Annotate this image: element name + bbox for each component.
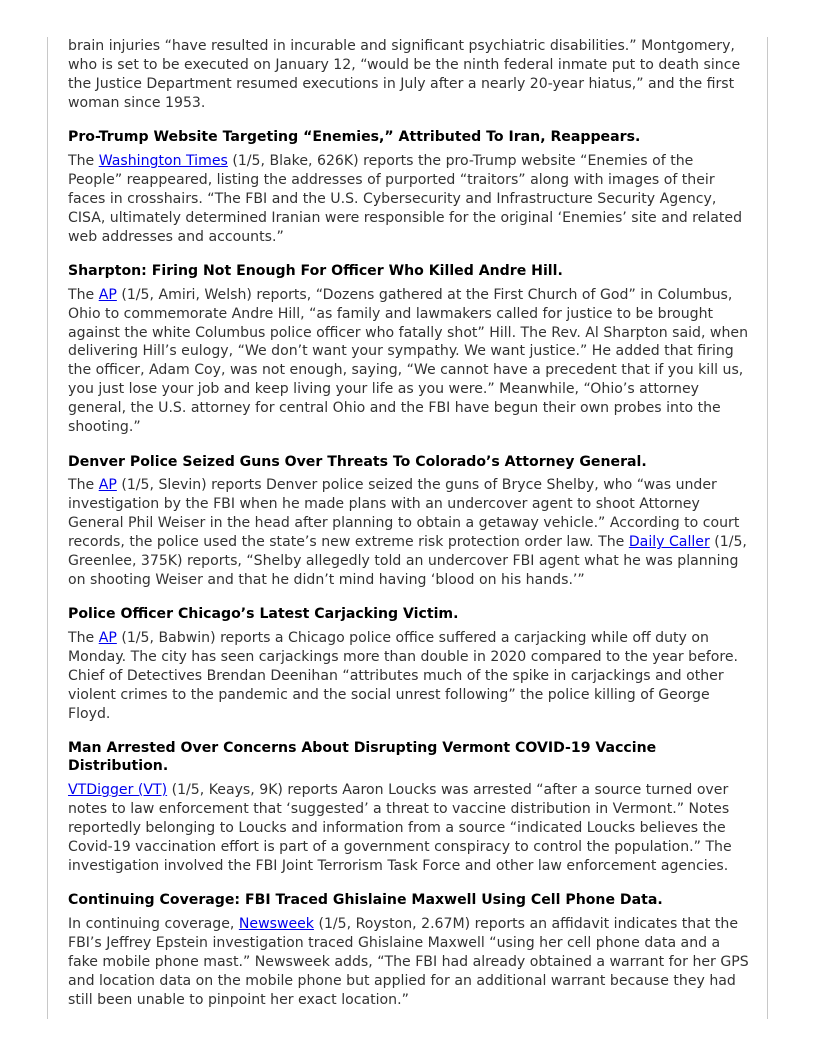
story-enemies-website <box>68 113 750 247</box>
story-lead: The <box>68 630 99 647</box>
story-text: (1/5, Babwin) reports a Chicago police office suffered a carjacking while off duty on Monday. The city has seen carjackings more than double in 2020 compared to the year before. Chief of Detectives Brendan Deenihan “attributes much of the spike in carjackings and other violent crimes to the pandemic and the social unrest following” the police killing of George Floyd. <box>68 630 738 722</box>
story-title: Denver Police Seized Guns Over Threats To Colorado’s Attorney General. <box>68 453 647 470</box>
story-body <box>68 476 750 589</box>
story-denver-guns <box>68 437 750 590</box>
story-body <box>68 286 750 437</box>
source-link-vtdigger[interactable]: VTDigger (VT) <box>68 782 168 799</box>
story-title: Man Arrested Over Concerns About Disrupting Vermont COVID-19 Vaccine Distribution. <box>68 740 657 775</box>
intro-paragraph: brain injuries “have resulted in incurable and significant psychiatric disabilities.” Montgomery, who is set to be executed on January 12, “would be the ninth federal inmate put to death since the Justice Department resumed executions in July after a nearly 20-year hiatus,” and the first woman since 1953. <box>68 38 741 111</box>
story-title: Continuing Coverage: FBI Traced Ghislaine Maxwell Using Cell Phone Data. <box>68 892 663 909</box>
story-vermont-vaccine <box>68 724 750 876</box>
story-maxwell-phone <box>68 876 750 1010</box>
source-link-newsweek[interactable]: Newsweek <box>238 915 314 932</box>
newsletter-content <box>68 37 750 1009</box>
story-text-continued: (1/5, Greenlee, 375K) reports, “Shelby allegedly told an undercover FBI agent what he was planning on shooting Weiser and that he didn’t mind having ‘blood on his hands.’” <box>68 534 747 588</box>
story-chicago-carjacking <box>68 590 750 724</box>
source-link-ap[interactable]: AP <box>98 286 117 303</box>
story-text: (1/5, Keays, 9K) reports Aaron Loucks was arrested “after a source turned over notes to law enforcement that ‘suggested’ a threat to vaccine distribution in Vermont.” Notes reportedly belonging to Loucks and information from a source “indicated Loucks believes the Covid-19 vaccination effort is part of a government conspiracy to control the population.” The investigation involved the FBI Joint Terrorism Task Force and other law enforcement agencies. <box>68 782 732 874</box>
story-lead: In continuing coverage, <box>68 915 239 932</box>
story-text: (1/5, Royston, 2.67M) reports an affidavit indicates that the FBI’s Jeffrey Epstein investigation traced Ghislaine Maxwell “using her cell phone data and a fake mobile phone mast.” Newsweek adds, “The FBI had already obtained a warrant for her GPS and location data on the mobile phone but applied for an additional warrant because they had still been unable to pinpoint her exact location.” <box>68 915 749 1008</box>
story-text: (1/5, Amiri, Welsh) reports, “Dozens gathered at the First Church of God” in Columbus, Ohio to commemorate Andre Hill, “as family and lawmakers called for justice to be brought against the white Columbus police officer who fatally shot” Hill. The Rev. Al Sharpton said, when delivering Hill’s eulogy, “We don’t want your sympathy. We want justice.” He added that firing the officer, Adam Coy, was not enough, saying, “We cannot have a precedent that if you kill us, you just lose your job and keep living your life as you were.” Meanwhile, “Ohio’s attorney general, the U.S. attorney for central Ohio and the FBI have begun their own probes into the shooting.” <box>68 286 748 436</box>
story-body <box>68 629 750 724</box>
story-andre-hill <box>68 246 750 437</box>
story-title: Pro-Trump Website Targeting “Enemies,” Attributed To Iran, Reappears. <box>68 129 641 146</box>
source-link-washington-times[interactable]: Washington Times <box>98 152 228 169</box>
story-body <box>68 152 750 247</box>
story-text: (1/5, Slevin) reports Denver police seized the guns of Bryce Shelby, who “was under investigation by the FBI when he made plans with an undercover agent to shoot Attorney General Phil Weiser in the head after planning to obtain a getaway vehicle.” According to court records, the police used the state’s new extreme risk protection order law. The <box>68 477 740 551</box>
story-body <box>68 781 750 876</box>
source-link-ap[interactable]: AP <box>98 630 117 647</box>
story-lead: The <box>68 286 99 303</box>
story-title: Police Officer Chicago’s Latest Carjacking Victim. <box>68 606 459 623</box>
story-body <box>68 915 750 1010</box>
story-lead: The <box>68 152 99 169</box>
story-lead: The <box>68 477 99 494</box>
story-title: Sharpton: Firing Not Enough For Officer Who Killed Andre Hill. <box>68 263 563 280</box>
source-link-daily-caller[interactable]: Daily Caller <box>628 534 710 551</box>
source-link-ap[interactable]: AP <box>98 477 117 494</box>
story-text: (1/5, Blake, 626K) reports the pro-Trump website “Enemies of the People” reappeared, listing the addresses of purported “traitors” along with images of their faces in crosshairs. “The FBI and the U.S. Cybersecurity and Infrastructure Security Agency, CISA, ultimately determined Iranian were responsible for the original ‘Enemies’ site and related web addresses and accounts.” <box>68 152 743 245</box>
